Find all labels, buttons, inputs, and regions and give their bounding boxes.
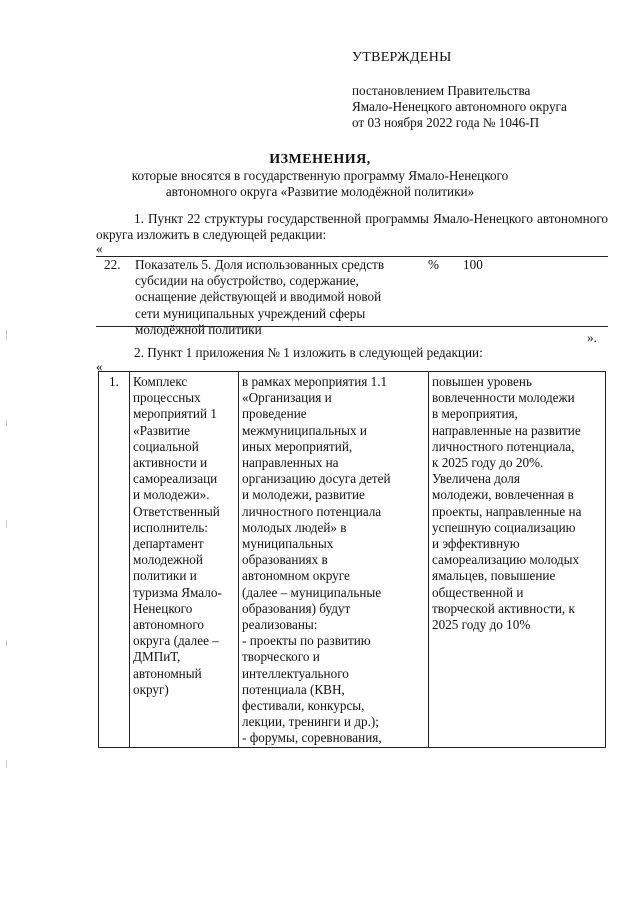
cell-line: общественной и	[432, 584, 524, 600]
cell-line: фестивали, конкурсы,	[242, 698, 365, 714]
cell-line: успешную социализацию	[432, 519, 576, 535]
approval-line: постановлением Правительства	[352, 83, 531, 98]
cell-line: самореализацию молодых	[432, 552, 580, 568]
cell-line: политики и	[133, 568, 197, 584]
cell-line: потенциала (КВН,	[242, 681, 345, 697]
cell-line: Увеличена доля	[432, 471, 520, 487]
table-row	[99, 372, 606, 748]
cell-line: социальной	[133, 438, 199, 454]
indicator-line: оснащение действующей и вводимой новой	[135, 289, 382, 305]
cell-line: направленных на	[242, 455, 339, 471]
cell-line: самореализаци	[133, 471, 218, 487]
approval-reference	[352, 83, 622, 132]
cell-line: организацию досуга детей	[242, 471, 391, 487]
document-subtitle	[100, 168, 540, 200]
close-quote: ».	[587, 330, 597, 345]
cell-line: лекции, тренинги и др.);	[242, 714, 379, 730]
cell-line: «Организация и	[242, 390, 332, 406]
cell-line: процессных	[133, 390, 201, 406]
cell-line: проекты, направленные на	[432, 503, 582, 519]
cell-line: Ненецкого	[133, 600, 193, 616]
indicator-unit: %	[428, 257, 439, 272]
cell-line: межмуниципальных и	[242, 422, 367, 438]
cell-line: направленные на развитие	[432, 422, 581, 438]
subtitle-line: которые вносятся в государственную программу Ямало-Ненецкого	[131, 168, 509, 183]
cell-line: в рамках мероприятия 1.1	[242, 374, 388, 389]
cell-line: реализованы:	[242, 617, 318, 633]
row-number-cell	[99, 372, 130, 748]
cell-line: ДМПиТ,	[133, 649, 181, 665]
cell-line: молодых людей» в	[242, 519, 347, 535]
cell-line: туризма Ямало-	[133, 584, 222, 600]
cell-line: личностного потенциала	[242, 503, 382, 519]
cell-line: «Развитие	[133, 422, 190, 438]
cell-line: вовлеченности молодежи	[432, 390, 575, 406]
open-quote: «	[96, 241, 103, 256]
table-rule-bottom	[96, 326, 608, 327]
item-1-text: 1. Пункт 22 структуры государственной программы Ямало-Ненецкого автономного округа изложить в следующей редакции:	[96, 211, 608, 243]
cell-line: исполнитель:	[133, 519, 208, 535]
document-title: ИЗМЕНЕНИЯ,	[269, 152, 371, 167]
cell-line: - форумы, соревнования,	[242, 730, 382, 746]
indicator-value: 100	[463, 257, 483, 272]
cell-line: молодежной	[133, 552, 203, 568]
indicator-line: субсидии на обустройство, содержание,	[135, 273, 359, 289]
cell-line: и молодежи, развитие	[242, 487, 365, 503]
row-number: 1.	[109, 374, 119, 389]
cell-line: - проекты по развитию	[242, 633, 371, 649]
cell-line: автономный	[133, 665, 202, 681]
cell-line: автономного	[133, 617, 205, 633]
program-table	[98, 371, 606, 748]
cell-line: округ)	[133, 681, 169, 697]
cell-line: личностного потенциала,	[432, 438, 575, 454]
indicator-line: Показатель 5. Доля использованных средств	[135, 257, 385, 272]
complex-cell	[130, 372, 239, 748]
cell-line: творческой активности, к	[432, 600, 575, 616]
cell-line: творческого и	[242, 649, 320, 665]
item-2-text: 2. Пункт 1 приложения № 1 изложить в следующей редакции:	[134, 345, 483, 360]
cell-line: 2025 году до 10%	[432, 617, 531, 633]
measures-cell	[239, 372, 429, 748]
cell-line: округа (далее –	[133, 633, 219, 649]
subtitle-line: автономного округа «Развитие молодёжной политики»	[165, 184, 475, 200]
cell-line: мероприятий 1	[133, 406, 217, 422]
cell-line: муниципальных	[242, 536, 334, 552]
cell-line: Ответственный	[133, 503, 220, 519]
cell-line: к 2025 году до 20%.	[432, 455, 544, 471]
cell-line: повышен уровень	[432, 374, 532, 389]
indicator-line: молодёжной политики	[135, 321, 262, 337]
cell-line: интеллектуального	[242, 665, 349, 681]
cell-line: (далее – муниципальные	[242, 584, 382, 600]
cell-line: образованиях в	[242, 552, 328, 568]
row-number: 22.	[104, 257, 121, 272]
cell-line: активности и	[133, 455, 208, 471]
cell-line: образования) будут	[242, 600, 351, 616]
cell-line: Комплекс	[133, 374, 188, 389]
cell-line: и молодежи».	[133, 487, 210, 503]
cell-line: проведение	[242, 406, 307, 422]
indicator-line: сети муниципальных учреждений сферы	[135, 305, 366, 321]
cell-line: молодежи, вовлеченная в	[432, 487, 574, 503]
cell-line: автономном округе	[242, 568, 350, 584]
results-cell	[429, 372, 606, 748]
approval-line: Ямало-Ненецкого автономного округа	[352, 99, 567, 115]
cell-line: ямальцев, повышение	[432, 568, 556, 584]
approval-line: от 03 ноября 2022 года № 1046-П	[352, 115, 540, 131]
cell-line: и эффективную	[432, 536, 520, 552]
approval-stamp-title: УТВЕРЖДЕНЫ	[352, 50, 452, 65]
cell-line: иных мероприятий,	[242, 438, 353, 454]
open-quote: «	[96, 359, 103, 374]
cell-line: в мероприятия,	[432, 406, 518, 422]
cell-line: департамент	[133, 536, 204, 552]
